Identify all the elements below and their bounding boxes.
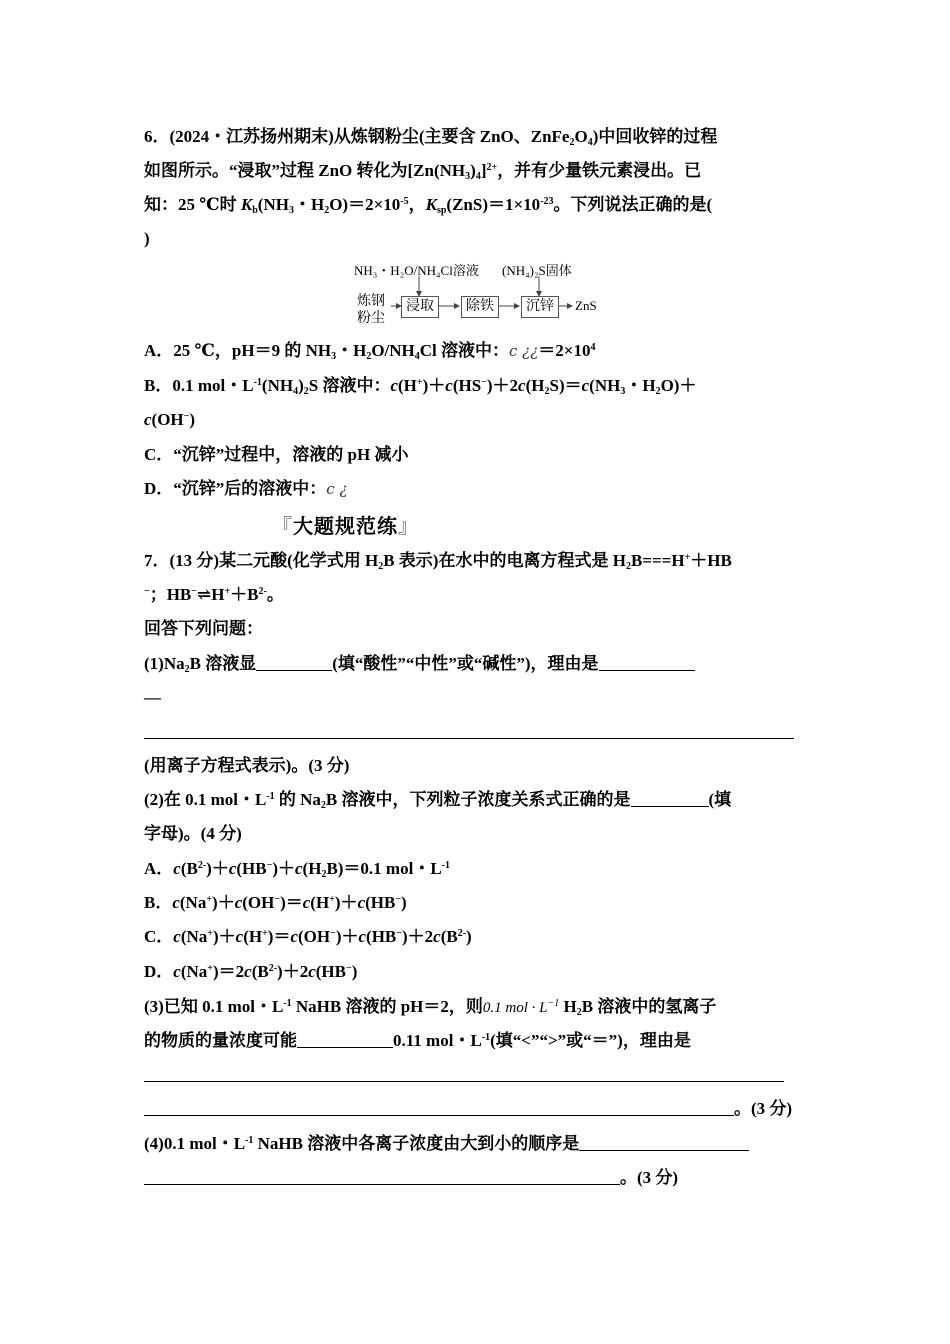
q7-italic-text: 0.1 mol · L — [482, 1000, 548, 1016]
q7-part4-line1 — [144, 1133, 749, 1155]
q7-text: ；HB — [149, 585, 192, 604]
superscript: 4 — [590, 342, 596, 353]
q7-text: ＋HB — [690, 551, 732, 570]
q7-text: (3)已知 0.1 mol・L — [144, 997, 284, 1016]
superscript: + — [207, 928, 213, 939]
superscript: -5 — [400, 196, 409, 207]
q6-option-b-line1 — [144, 375, 696, 397]
superscript: + — [684, 552, 691, 563]
q7-text: 0.11 mol・L — [393, 1031, 482, 1050]
q7-text: (1)Na — [144, 654, 185, 673]
superscript: 2- — [197, 860, 207, 871]
option-text: (B — [251, 962, 269, 981]
option-text: ) — [466, 927, 472, 946]
superscript: -1 — [481, 1032, 491, 1043]
superscript: + — [207, 963, 213, 974]
option-text: )＋ — [422, 376, 446, 395]
option-text: c — [302, 893, 311, 912]
q6-text: ， — [408, 195, 426, 214]
option-text: )＋ — [212, 927, 236, 946]
option-text: ) — [298, 376, 304, 395]
superscript: − — [330, 928, 336, 939]
diagram-start-line2: 粉尘 — [357, 311, 385, 326]
subscript: 2 — [321, 869, 327, 880]
option-text: D． — [144, 962, 174, 981]
q7-part2-line2: 字母)。(4 分) — [144, 824, 242, 843]
subscript: 2 — [655, 386, 661, 397]
q6-option-c: C．“沉锌”过程中，溶液的 pH 减小 — [144, 445, 409, 464]
q6-line2 — [144, 160, 701, 182]
q6-option-a — [144, 340, 595, 362]
q7-part2-option-c — [144, 926, 472, 948]
option-text: )＋ — [272, 859, 295, 878]
q7-text: (填“酸性”“中性”或“碱性”)，理由是 — [332, 654, 599, 673]
option-text: c — [357, 893, 366, 912]
q7-part3-line2 — [144, 1030, 691, 1052]
option-text: c — [581, 376, 590, 395]
q6-text: K — [240, 195, 253, 214]
option-text: (Na — [180, 927, 208, 946]
option-text: c — [445, 376, 453, 395]
option-text: ) — [351, 962, 358, 981]
q7-part1-end: (用离子方程式表示)。(3 分) — [144, 756, 350, 775]
q6-text: ，并有少量铁元素浸出。已 — [497, 161, 702, 180]
bracket-right: 』 — [398, 516, 419, 538]
option-text: (OH — [151, 410, 184, 429]
option-text: c — [518, 376, 526, 395]
option-text: c — [173, 927, 181, 946]
option-text: (HB — [315, 962, 346, 981]
option-text: ) — [401, 893, 407, 912]
option-text: (OH — [242, 893, 275, 912]
q7-text: 的 Na — [274, 790, 321, 809]
option-text: (H — [243, 927, 263, 946]
option-text: ) — [189, 410, 196, 429]
superscript: − — [144, 586, 150, 597]
q7-text: 。 — [266, 585, 284, 604]
formula-placeholder: c ¿ — [326, 480, 348, 498]
q7-part1-line3 — [144, 721, 794, 743]
option-text: c — [228, 859, 237, 878]
q7-text: 的物质的量浓度可能 — [144, 1031, 297, 1050]
option-text: (HB — [236, 859, 267, 878]
option-text: )＋ — [334, 893, 358, 912]
option-text: ・H — [625, 376, 656, 395]
q7-text: (填 — [708, 790, 732, 809]
q6-text: ) — [144, 229, 150, 248]
subscript: 4 — [293, 386, 299, 397]
q7-text: H — [211, 585, 225, 604]
option-text: B)＝0.1 mol・L — [326, 859, 442, 878]
option-text: O)＋ — [660, 376, 697, 395]
q7-text: 。(3 分) — [620, 1168, 679, 1187]
superscript: −1 — [547, 998, 560, 1009]
q7-text: B 溶液显 — [189, 654, 257, 673]
option-text: )＝2 — [212, 962, 245, 981]
q6-option-d — [144, 478, 348, 500]
q7-text: ＋B — [230, 585, 259, 604]
option-text: c — [235, 927, 244, 946]
option-text: B．0.1 mol・L — [144, 376, 254, 395]
q6-line1 — [144, 126, 717, 148]
option-text: c — [358, 927, 367, 946]
subscript: 3 — [331, 351, 337, 362]
superscript: − — [191, 586, 197, 597]
q6-line3 — [144, 194, 712, 216]
section-title — [272, 510, 419, 539]
q6-text: 。下列说法正确的是( — [553, 195, 713, 214]
option-text: c — [295, 859, 303, 878]
q7-part1-line1 — [144, 653, 695, 675]
q7-text: (4)0.1 mol・L — [144, 1134, 246, 1153]
q6-text: (ZnS)＝1×10 — [446, 195, 541, 214]
option-text: c — [172, 893, 180, 912]
q7-part2-option-a — [144, 858, 450, 880]
superscript: − — [183, 411, 190, 422]
option-text: c — [173, 962, 181, 981]
section-title-text: 大题规范练 — [293, 516, 398, 538]
option-text: )＋2 — [401, 927, 434, 946]
superscript: 2- — [258, 586, 267, 597]
option-text: Cl 溶液中： — [419, 341, 510, 360]
q7-part3-line4 — [144, 1098, 792, 1120]
subscript: 3 — [620, 386, 626, 397]
q6-text: O — [574, 127, 588, 146]
q6-text: ] — [480, 161, 487, 180]
option-text: O/NH — [371, 341, 415, 360]
subscript: 2 — [366, 351, 372, 362]
superscript: − — [396, 928, 402, 939]
superscript: − — [346, 963, 352, 974]
q7-part2-line1 — [144, 789, 731, 811]
superscript: -1 — [245, 1135, 254, 1146]
option-text: A． — [144, 859, 174, 878]
q6-text: (NH — [257, 195, 289, 214]
superscript: -1 — [283, 998, 292, 1009]
option-text: )＋2 — [486, 376, 519, 395]
subscript: b — [252, 205, 258, 216]
option-text: )＋ — [335, 927, 359, 946]
subscript: 4 — [414, 351, 420, 362]
q7-text: B 溶液中的氢离子 — [581, 997, 717, 1016]
q7-text: — — [144, 688, 161, 707]
subscript: 2 — [324, 205, 330, 216]
superscript: 2- — [457, 928, 467, 939]
option-text: A．25 ℃，pH＝9 的 NH — [144, 341, 332, 360]
subscript: 2 — [303, 386, 309, 397]
option-text: (NH — [261, 376, 294, 395]
q6-option-b-line2 — [144, 409, 195, 431]
q6-text: 知：25 ℃时 — [144, 195, 241, 214]
subscript: 4 — [475, 171, 481, 182]
option-text: )＝ — [280, 893, 303, 912]
option-text: (H — [302, 859, 322, 878]
process-flow-diagram — [349, 260, 629, 328]
diagram-product: ZnS — [575, 298, 597, 313]
superscript: -23 — [540, 196, 554, 207]
option-text: ・H — [336, 341, 367, 360]
formula-placeholder: c ¿¿ — [509, 342, 539, 360]
diagram-step-leach: 浸取 — [401, 296, 439, 318]
q7-part4-line2 — [144, 1167, 678, 1189]
q6-text: O)＝2×10 — [329, 195, 401, 214]
superscript: -1 — [266, 791, 275, 802]
answer-blank[interactable] — [297, 1031, 393, 1048]
answer-blank[interactable] — [144, 1099, 734, 1116]
option-text: )＋ — [206, 859, 229, 878]
q7-text: 某二元酸(化学式用 H — [219, 551, 379, 570]
option-text: c — [173, 859, 181, 878]
q7-part3-line3 — [144, 1064, 784, 1086]
option-text: (H — [398, 376, 417, 395]
option-text: B． — [144, 893, 173, 912]
q7-text: B 溶液中，下列粒子浓度关系式正确的是 — [325, 790, 631, 809]
subscript: 2 — [184, 664, 190, 675]
superscript: + — [206, 894, 213, 905]
q7-text: H — [559, 997, 577, 1016]
option-text: (Na — [179, 893, 207, 912]
option-text: (Na — [180, 962, 208, 981]
option-text: ＝2×10 — [538, 341, 591, 360]
q7-text: (填“<”“>”或“＝”)，理由是 — [490, 1031, 691, 1050]
q6-text: K — [425, 195, 437, 214]
superscript: 2- — [268, 963, 278, 974]
superscript: -1 — [253, 377, 262, 388]
subscript: 2 — [625, 561, 631, 572]
q6-text: ・H — [293, 195, 325, 214]
superscript: + — [224, 586, 231, 597]
option-text: (H — [310, 893, 330, 912]
superscript: − — [395, 894, 402, 905]
superscript: + — [329, 894, 335, 905]
q7-prompt: 回答下列问题： — [144, 619, 263, 638]
answer-blank[interactable] — [579, 1134, 749, 1151]
q6-text: ) — [470, 161, 476, 180]
q6-line4 — [144, 228, 150, 250]
q7-text: B 表示)在水中的电离方程式是 H — [383, 551, 626, 570]
option-text: C． — [144, 927, 174, 946]
diagram-reagent1: NH₃・H₂O/NH₄Cl溶液 — [354, 263, 479, 278]
superscript: + — [262, 928, 268, 939]
diagram-step-zinc-precipitation: 沉锌 — [521, 296, 559, 318]
subscript: 2 — [378, 561, 384, 572]
option-text: D．“沉锌”后的溶液中： — [144, 479, 327, 498]
option-text: (HB — [365, 893, 396, 912]
superscript: -1 — [441, 860, 451, 871]
q7-part2-option-b — [144, 892, 407, 914]
subscript: 2 — [320, 800, 326, 811]
subscript: 3 — [465, 171, 471, 182]
q7-score: (13 分) — [169, 551, 220, 570]
option-text: S 溶液中： — [308, 376, 391, 395]
q6-text: 从炼钢粉尘(主要含 ZnO、ZnFe — [333, 127, 570, 146]
subscript: sp — [436, 205, 447, 216]
diagram-reagent2: (NH₄)₂S固体 — [502, 263, 572, 278]
q7-text: 。(3 分) — [734, 1099, 793, 1118]
q7-text: NaHB 溶液的 pH＝2，则 — [291, 997, 483, 1016]
option-text: c — [234, 893, 243, 912]
option-text: c — [244, 962, 252, 981]
option-text: )＋ — [212, 893, 235, 912]
option-text: )＋2 — [277, 962, 309, 981]
subscript: 2 — [544, 386, 550, 397]
diagram-start-line1: 炼钢 — [357, 294, 385, 309]
subscript: 4 — [587, 137, 593, 148]
superscript: − — [481, 377, 487, 388]
diagram-step-iron-removal: 除铁 — [461, 296, 499, 318]
answer-blank[interactable] — [599, 654, 695, 671]
answer-blank[interactable] — [144, 1168, 620, 1185]
bracket-left: 『 — [272, 516, 293, 538]
superscript: 2+ — [486, 162, 498, 173]
option-text: (B — [180, 859, 198, 878]
option-text: S)＝ — [549, 376, 582, 395]
option-text: c — [144, 410, 152, 429]
superscript: − — [266, 860, 273, 871]
q7-part1-line2 — [144, 687, 161, 709]
option-text: (H — [525, 376, 545, 395]
option-text: (NH — [589, 376, 621, 395]
q7-text: B===H — [630, 551, 685, 570]
option-text: c — [290, 927, 299, 946]
superscript: − — [274, 894, 281, 905]
q6-source: (2024・江苏扬州期末) — [169, 127, 334, 146]
superscript: + — [416, 377, 423, 388]
q7-part2-option-d — [144, 961, 357, 983]
subscript: 2 — [576, 1007, 582, 1018]
answer-blank[interactable] — [256, 654, 332, 671]
q6-number: 6． — [144, 127, 170, 146]
option-text: )＝ — [267, 927, 291, 946]
option-text: (OH — [298, 927, 331, 946]
q7-line2 — [144, 584, 284, 606]
q7-part3-line1 — [144, 996, 716, 1019]
q7-number: 7． — [144, 551, 170, 570]
option-text: c — [390, 376, 399, 395]
q6-text: )中回收锌的过程 — [592, 127, 718, 146]
answer-blank[interactable] — [144, 722, 794, 739]
subscript: 2 — [569, 137, 575, 148]
option-text: (HB — [366, 927, 397, 946]
equilibrium-arrow: ⇌ — [196, 585, 212, 604]
q6-text: 如图所示。“浸取”过程 ZnO 转化为[Zn(NH — [144, 161, 466, 180]
option-text: (B — [440, 927, 458, 946]
q7-line1 — [144, 550, 732, 572]
answer-blank[interactable] — [144, 1065, 784, 1082]
option-text: c — [433, 927, 441, 946]
answer-blank[interactable] — [631, 790, 709, 807]
option-text: (HS — [452, 376, 482, 395]
q7-text: NaHB 溶液中各离子浓度由大到小的顺序是 — [253, 1134, 580, 1153]
q7-text: (2)在 0.1 mol・L — [144, 790, 267, 809]
subscript: 3 — [288, 205, 294, 216]
option-text: c — [308, 962, 316, 981]
